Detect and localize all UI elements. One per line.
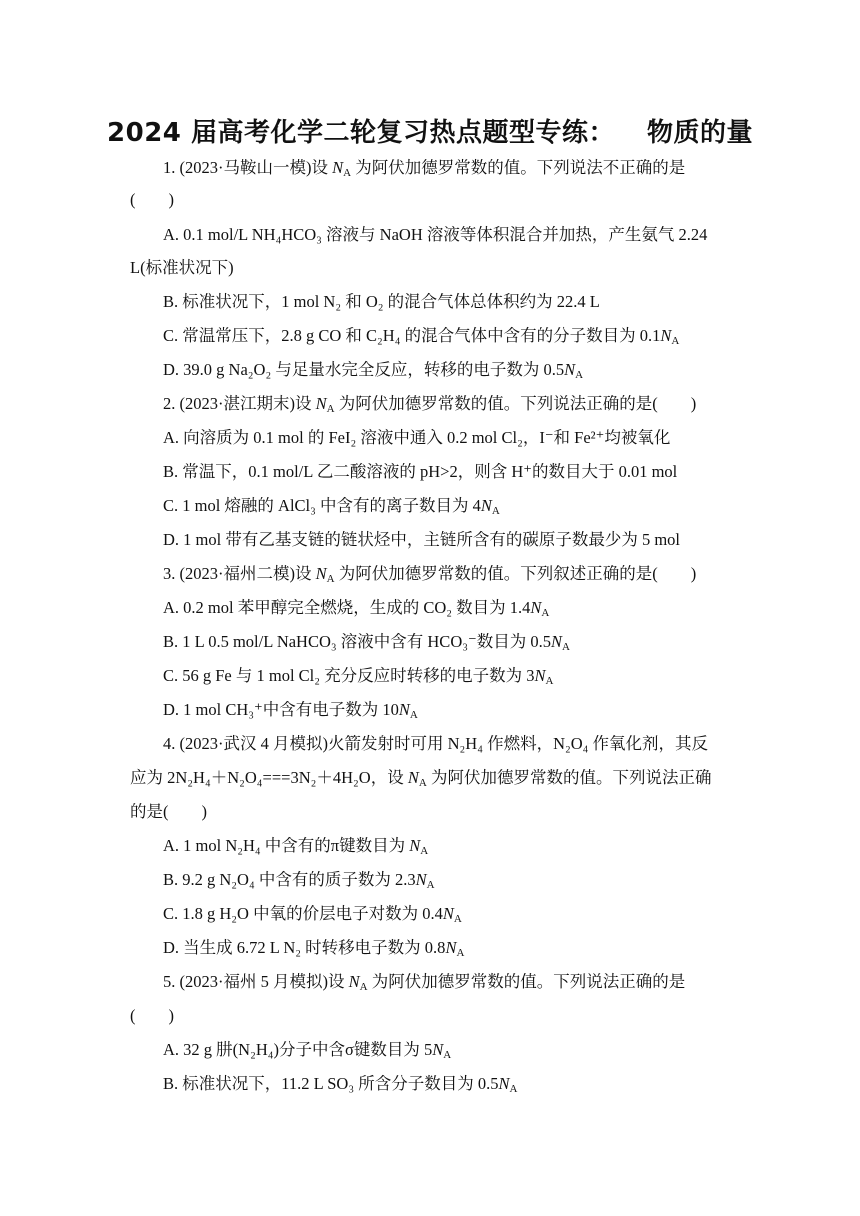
page-title [0,112,860,149]
question-4-option-d: D. 当生成 6.72 L N₂ 时转移电子数为 $0.8N_A$ [163,938,465,959]
question-2-option-a: A. 向溶质为 0.1 mol 的 FeI₂ 溶液中通入 0.2 mol Cl₂，I⁻和 Fe²⁺均被氧化 [163,428,671,447]
question-3-option-c: C. 56 g Fe 与 1 mol Cl₂ 充分反应时转移的电子数为 $3N_A$ [163,666,554,687]
question-5-paren: ( ) [130,1006,174,1025]
question-1-option-b: B. 标准状况下，1 mol N₂ 和 O₂ 的混合气体总体积约为 22.4 L [163,292,600,311]
question-5-stem: 5. (2023·福州 5 月模拟)设 $N_A$ 为阿伏加德罗常数的值。下列说法正确的是 [163,972,686,993]
question-3-option-b: B. 1 L 0.5 mol/L NaHCO₃ 溶液中含有 HCO₃⁻数目为 $0.5N_A$ [163,632,570,653]
question-2-stem: 2. (2023·湛江期末)设 $N_A$ 为阿伏加德罗常数的值。下列说法正确的是( ) [163,394,697,415]
question-1-option-c: C. 常温常压下，2.8 g CO 和 C₂H₄ 的混合气体中含有的分子数目为 $0.1N_A$ [163,326,680,347]
question-5-option-a: A. 32 g 肼(N₂H₄)分子中含σ键数目为 $5N_A$ [163,1040,452,1061]
question-4-option-a: A. 1 mol N₂H₄ 中含有的π键数目为 $N_A$ [163,836,429,857]
question-1-stem: 1. (2023·马鞍山一模)设 $N_A$ 为阿伏加德罗常数的值。下列说法不正确的是 [163,158,686,179]
title-main: 2024 届高考化学二轮复习热点题型专练： [107,118,615,148]
question-5-option-b: B. 标准状况下，11.2 L SO₃ 所含分子数目为 $0.5N_A$ [163,1074,518,1095]
question-3-option-d: D. 1 mol CH₃⁺中含有电子数为 $10N_A$ [163,700,418,721]
question-2-option-b: B. 常温下，0.1 mol/L 乙二酸溶液的 pH>2，则含 H⁺的数目大于 0.01 mol [163,462,678,481]
question-4-option-c: C. 1.8 g H₂O 中氧的价层电子对数为 $0.4N_A$ [163,904,462,925]
question-1-option-a: A. 0.1 mol/L NH₄HCO₃ 溶液与 NaOH 溶液等体积混合并加热，产生氨气 2.24 [163,225,708,244]
question-4-stem-line3: 的是( ) [130,802,207,821]
question-3-stem: 3. (2023·福州二模)设 $N_A$ 为阿伏加德罗常数的值。下列叙述正确的是( ) [163,564,697,585]
question-1-option-a-cont: L(标准状况下) [130,258,234,277]
question-1-option-d: D. 39.0 g Na₂O₂ 与足量水完全反应，转移的电子数为 $0.5N_A$ [163,360,584,381]
title-topic: 物质的量 [646,118,753,148]
question-4-stem: 4. (2023·武汉 4 月模拟)火箭发射时可用 N₂H₄ 作燃料，N₂O₄ 作氧化剂，其反 [163,734,709,753]
question-4-option-b: B. 9.2 g N₂O₄ 中含有的质子数为 $2.3N_A$ [163,870,435,891]
question-3-option-a: A. 0.2 mol 苯甲醇完全燃烧，生成的 CO₂ 数目为 $1.4N_A$ [163,598,550,619]
question-2-option-c: C. 1 mol 熔融的 AlCl₃ 中含有的离子数目为 $4N_A$ [163,496,500,517]
question-4-stem-line2: 应为 2N₂H₄＋N₂O₄===3N₂＋4H₂O，设 $N_A$ 为阿伏加德罗常数的值。下列说法正确 [130,768,712,789]
question-2-option-d: D. 1 mol 带有乙基支链的链状烃中，主链所含有的碳原子数最少为 5 mol [163,530,681,549]
question-1-paren: ( ) [130,190,174,209]
